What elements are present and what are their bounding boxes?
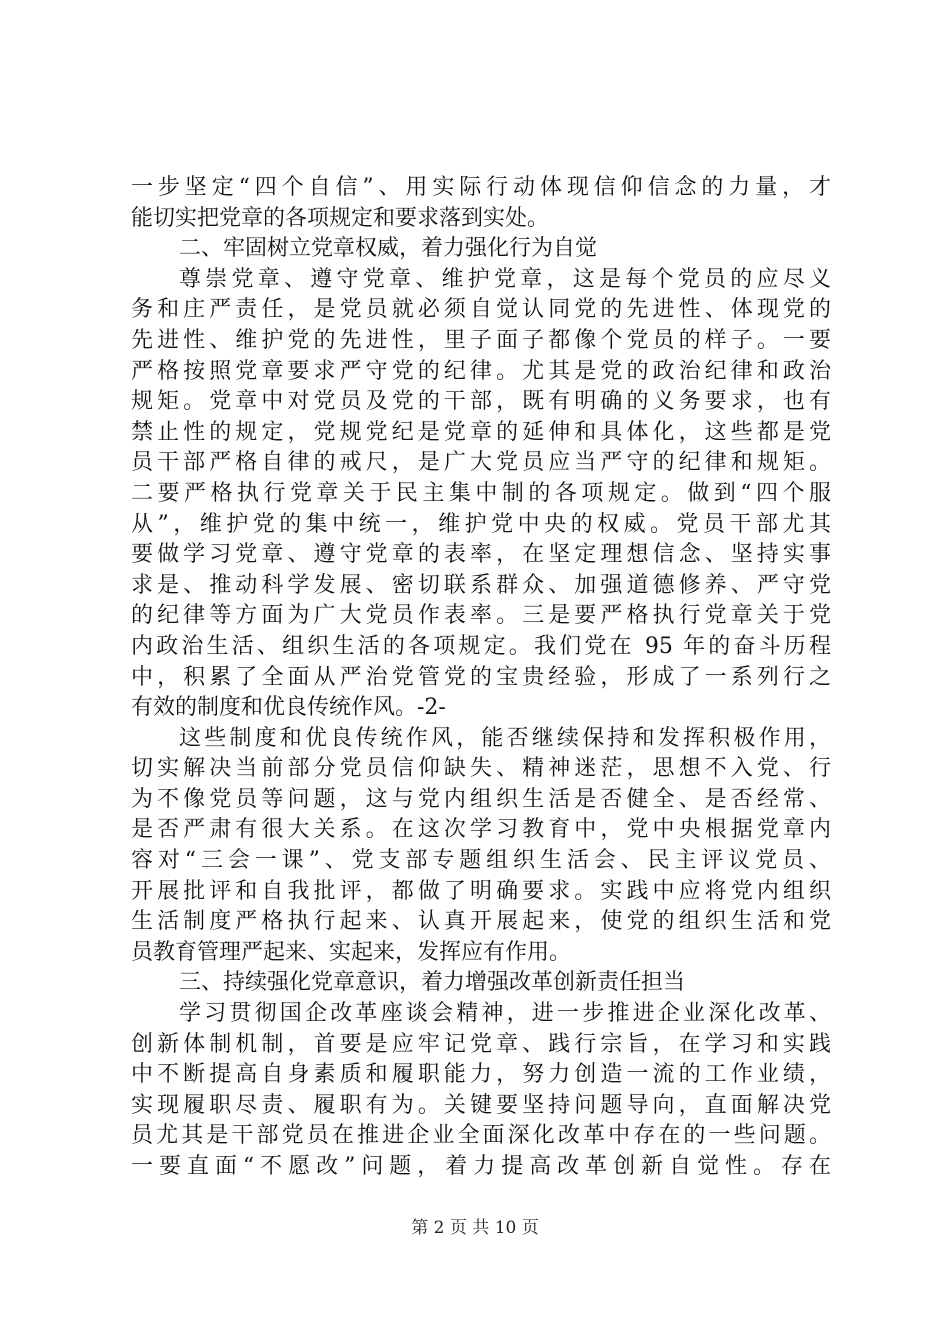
text-line: 三、持续强化党章意识，着力增强改革创新责任担当 [179,970,686,996]
text-line: 生活制度严格执行起来、认真开展起来，使党的组织生活和党 [131,909,831,935]
text-line: 这些制度和优良传统作风，能否继续保持和发挥积极作用， [179,725,831,751]
text-line: 中不断提高自身素质和履职能力，努力创造一流的工作业绩， [131,1062,831,1088]
text-line: 能切实把党章的各项规定和要求落到实处。 [131,205,550,231]
text-line: 学习贯彻国企改革座谈会精神，进一步推进企业深化改革、 [179,1001,831,1027]
text-line: 禁止性的规定，党规党纪是党章的延伸和具体化，这些都是党 [131,419,831,445]
text-line: 创新体制机制，首要是应牢记党章、践行宗旨，在学习和实践 [131,1031,831,1057]
text-line: 严格按照党章要求严守党的纪律。尤其是党的政治纪律和政治 [131,358,831,384]
text-line: 容对“三会一课”、党支部专题组织生活会、民主评议党员、 [131,848,831,874]
text-line: 员尤其是干部党员在推进企业全面深化改革中存在的一些问题。 [131,1123,831,1149]
text-line: 先进性、维护党的先进性，里子面子都像个党员的样子。一要 [131,327,831,353]
text-line: 二要严格执行党章关于民主集中制的各项规定。做到“四个服 [131,480,831,506]
document-body [131,173,831,1183]
text-line: 一步坚定“四个自信”、用实际行动体现信仰信念的力量，才 [131,175,831,200]
text-line: 内政治生活、组织生活的各项规定。我们党在 95 年的奋斗历程 [131,633,831,659]
text-line: 求是、推动科学发展、密切联系群众、加强道德修养、严守党 [131,572,831,598]
text-line: 有效的制度和优良传统作风。-2- [131,695,446,721]
text-line: 二、牢固树立党章权威，着力强化行为自觉 [179,236,598,262]
text-line: 实现履职尽责、履职有为。关键要坚持问题导向，直面解决党 [131,1092,831,1118]
text-line: 尊崇党章、遵守党章、维护党章，这是每个党员的应尽义 [179,266,831,292]
text-line: 中，积累了全面从严治党管党的宝贵经验，形成了一系列行之 [131,664,831,690]
page-footer: 第 2 页 共 10 页 [411,1218,539,1238]
text-line: 开展批评和自我批评，都做了明确要求。实践中应将党内组织 [131,878,831,904]
text-line: 切实解决当前部分党员信仰缺失、精神迷茫，思想不入党、行 [131,756,831,782]
text-line: 是否严肃有很大关系。在这次学习教育中，党中央根据党章内 [131,817,831,843]
text-line: 务和庄严责任，是党员就必须自觉认同党的先进性、体现党的 [131,297,831,323]
text-line: 员干部严格自律的戒尺，是广大党员应当严守的纪律和规矩。 [131,450,831,476]
text-line: 一要直面“不愿改”问题，着力提高改革创新自觉性。存在 [131,1154,831,1179]
text-line: 的纪律等方面为广大党员作表率。三是要严格执行党章关于党 [131,603,831,629]
text-line: 规矩。党章中对党员及党的干部，既有明确的义务要求，也有 [131,389,831,415]
text-line: 员教育管理严起来、实起来，发挥应有作用。 [131,939,572,965]
text-line: 从”，维护党的集中统一，维护党中央的权威。党员干部尤其 [131,511,831,537]
text-line: 为不像党员等问题，这与党内组织生活是否健全、是否经常、 [131,786,831,812]
text-line: 要做学习党章、遵守党章的表率，在坚定理想信念、坚持实事 [131,542,831,568]
